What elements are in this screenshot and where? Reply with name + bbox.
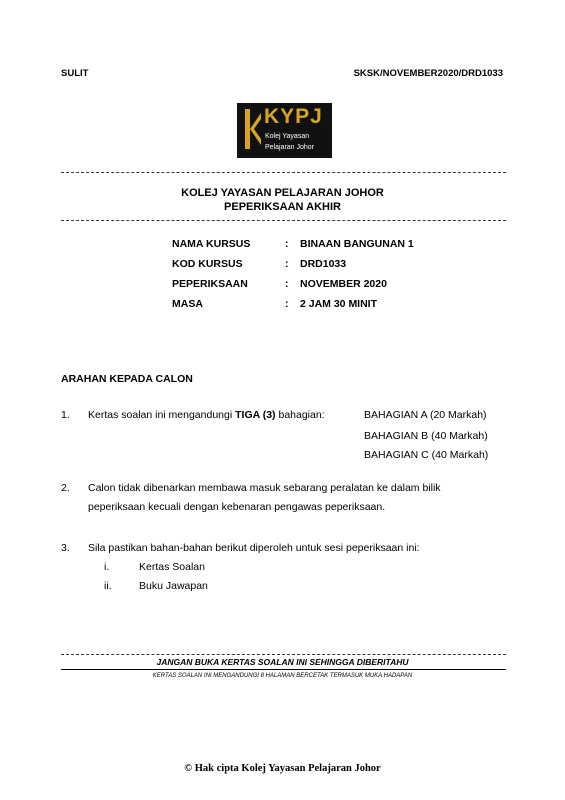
- header-right-code: SKSK/NOVEMBER2020/DRD1033: [353, 68, 503, 79]
- item-3-number: 3.: [61, 542, 70, 554]
- duration-value: 2 JAM 30 MINIT: [300, 298, 378, 310]
- subitem-2-text: Buku Jawapan: [139, 580, 208, 592]
- section-a: BAHAGIAN A (20 Markah): [364, 409, 487, 421]
- logo-mark-icon: [243, 109, 261, 149]
- course-value: BINAAN BANGUNAN 1: [300, 238, 414, 250]
- exam-value: NOVEMBER 2020: [300, 278, 387, 290]
- section-c: BAHAGIAN C (40 Markah): [364, 449, 489, 461]
- logo-acronym: KYPJ: [264, 105, 323, 128]
- code-value: DRD1033: [300, 258, 347, 270]
- logo-line-1: Kolej Yayasan: [265, 133, 310, 140]
- pages-note: KERTAS SOALAN INI MENGANDUNGI 8 HALAMAN BERCETAK TERMASUK MUKA HADAPAN: [152, 673, 413, 679]
- duration-sep: :: [285, 298, 289, 310]
- kypj-logo: [237, 103, 332, 158]
- code-sep: :: [285, 258, 289, 270]
- item-1-text-before: Kertas soalan ini mengandungi: [88, 409, 236, 421]
- header-left-label: SULIT: [61, 68, 89, 79]
- copyright-notice: © Hak cipta Kolej Yayasan Pelajaran Johor: [184, 763, 381, 774]
- item-1-text-bold: TIGA (3): [235, 409, 276, 421]
- footer-divider-top: [61, 654, 506, 655]
- item-2-line-2: peperiksaan kecuali dengan kebenaran pengawas peperiksaan.: [88, 501, 386, 513]
- exam-sep: :: [285, 278, 289, 290]
- exam-label: PEPERIKSAAN: [172, 278, 248, 290]
- footer-divider-bottom: [61, 669, 506, 670]
- divider-middle: [61, 220, 506, 221]
- subitem-2-number: ii.: [104, 580, 112, 592]
- do-not-open-warning: JANGAN BUKA KERTAS SOALAN INI SEHINGGA DIBERITAHU: [156, 657, 409, 667]
- subitem-1-text: Kertas Soalan: [139, 561, 205, 573]
- item-2-number: 2.: [61, 482, 70, 494]
- logo-line-2: Pelajaran Johor: [265, 144, 315, 151]
- duration-label: MASA: [172, 298, 203, 310]
- section-b: BAHAGIAN B (40 Markah): [364, 430, 488, 442]
- instructions-heading: ARAHAN KEPADA CALON: [61, 373, 193, 385]
- exam-title: PEPERIKSAAN AKHIR: [224, 201, 341, 213]
- course-sep: :: [285, 238, 289, 250]
- divider-top: [61, 172, 506, 173]
- institution-name: KOLEJ YAYASAN PELAJARAN JOHOR: [181, 187, 384, 199]
- item-3-text: Sila pastikan bahan-bahan berikut diperoleh untuk sesi peperiksaan ini:: [88, 542, 420, 554]
- item-1-text-after: bahagian:: [275, 409, 325, 421]
- course-label: NAMA KURSUS: [172, 238, 251, 250]
- subitem-1-number: i.: [104, 561, 110, 573]
- item-1-number: 1.: [61, 409, 70, 421]
- code-label: KOD KURSUS: [172, 258, 243, 270]
- item-1-text: [88, 409, 325, 421]
- item-2-line-1: Calon tidak dibenarkan membawa masuk sebarang peralatan ke dalam bilik: [88, 482, 441, 494]
